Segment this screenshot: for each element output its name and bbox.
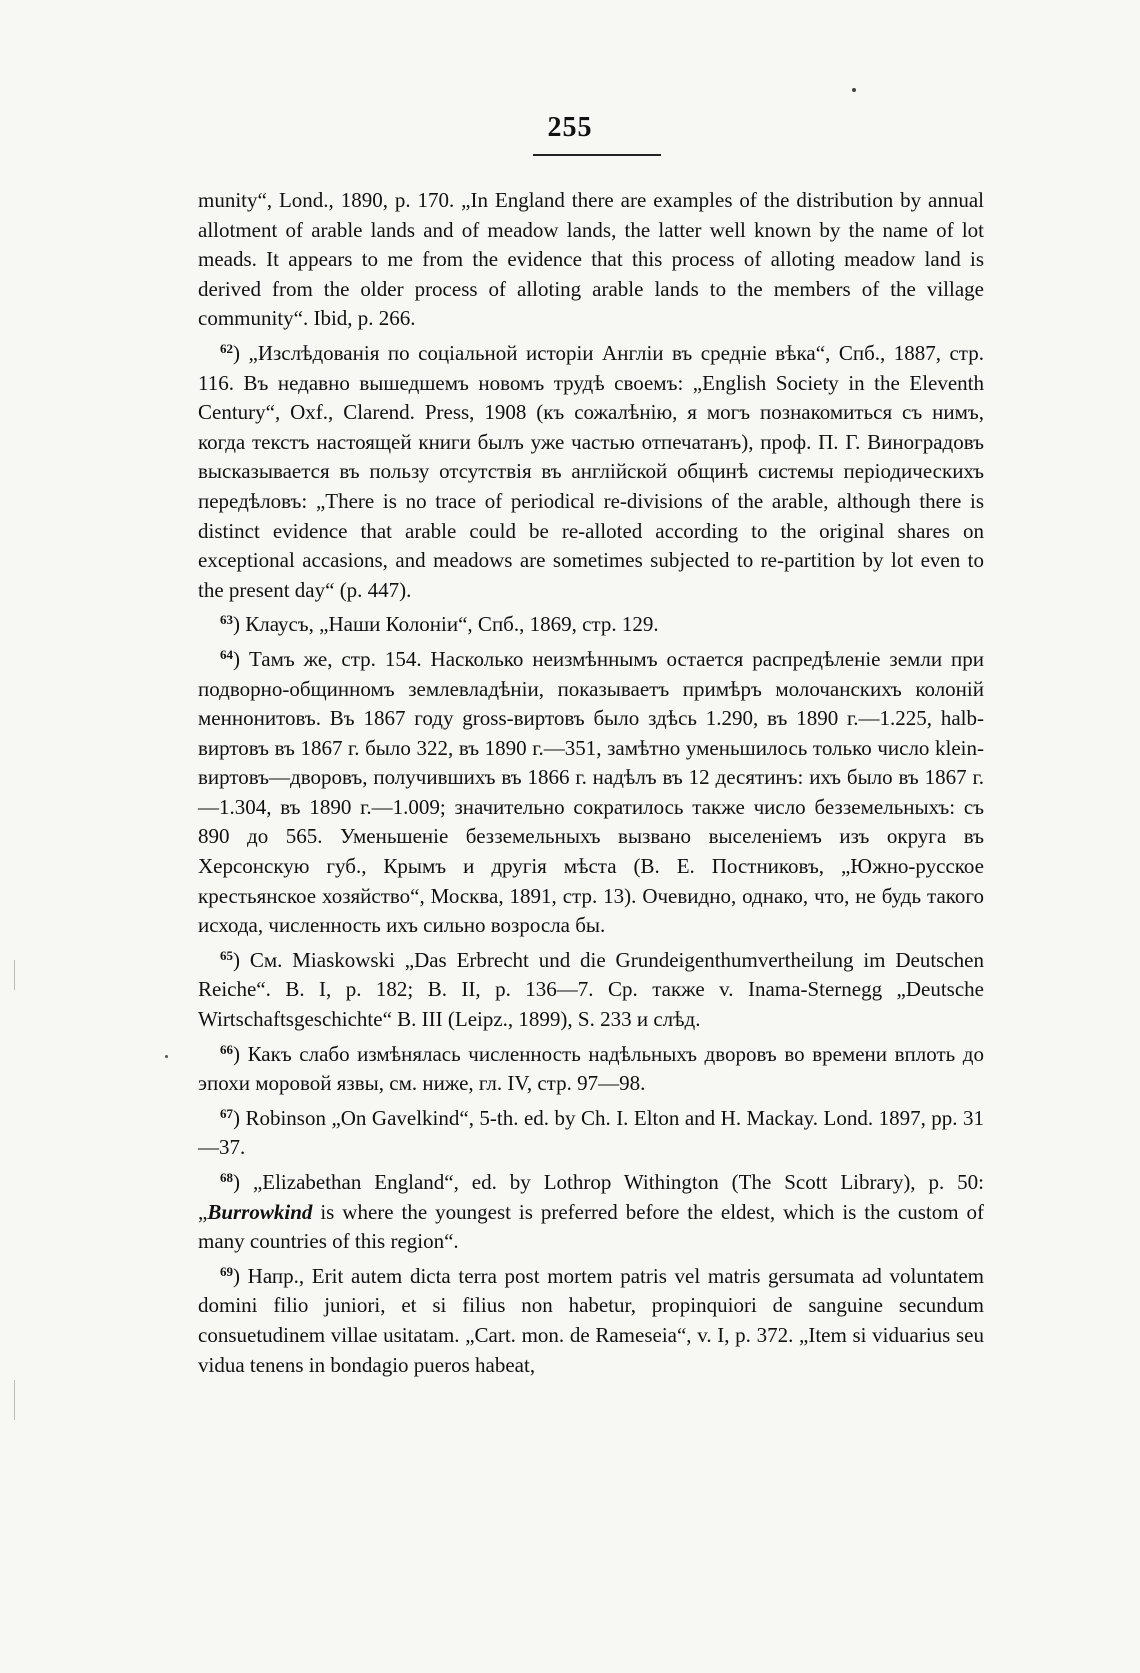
footnote-marker: 67 bbox=[220, 1105, 233, 1121]
paragraph-text: Напр., Erit autem dicta terra post mortem patris vel matris gersumata ad voluntatem domini filio juniori, et si filius non habetur, propinquiori de sanguine secundum consuetudinem villae usitatam. „Cart. mon. de Rameseia“, v. I, p. 372. „Item si viduarius seu vidua tenens in bondagio pueros habeat, bbox=[198, 1263, 984, 1377]
footnote-marker: 62 bbox=[220, 340, 233, 356]
footnote-marker: 64 bbox=[220, 646, 233, 662]
paragraph-text: Какъ слабо измѣнялась численность надѣльныхъ дворовъ во времени вплоть до эпохи моровой язвы, см. ниже, гл. IV, стр. 97—98. bbox=[198, 1041, 984, 1096]
footnote-marker: 63 bbox=[220, 612, 233, 628]
footnote-67: $^{67}$) Robinson „On Gavelkind“, 5-th. ed. by Ch. I. Elton and H. Mackay. Lond. 1897, pp. 31—37. bbox=[198, 1105, 984, 1160]
footnote-marker: 65 bbox=[220, 947, 233, 963]
continued-footnote bbox=[198, 186, 984, 334]
scan-margin-mark bbox=[14, 960, 15, 990]
paragraph-text: munity“, Lond., 1890, p. 170. „In England there are examples of the distribution by annual allotment of arable lands and of meadow lands, the latter well known by the name of lot meads. It appears to me from the evidence that this process of alloting meadow land is derived from the older process of alloting arable lands to the members of the village community“. Ibid, p. 266. bbox=[198, 188, 984, 331]
italic-term: Burrowkind bbox=[207, 1199, 313, 1224]
paragraph-text: Тамъ же, стр. 154. Насколько неизмѣннымъ остается распредѣленіе земли при подворно-общинномъ землевладѣніи, показываетъ примѣръ молочанскихъ колоній меннонитовъ. Въ 1867 году gross-виртовъ было здѣсь 1.290, въ 1890 г.—1.225, halb-виртовъ въ 1867 г. было 322, въ 1890 г.—351, замѣтно уменьшилось только число klein-виртовъ—дворовъ, получившихъ въ 1866 г. надѣлъ въ 12 десятинъ: ихъ было въ 1867 г.—1.304, въ 1890 г.—1.009; значительно сократилось также число безземельныхъ: съ 890 до 565. Уменьшеніе безземельныхъ вызвано выселеніемъ изъ округа въ Херсонскую губ., Крымъ и другія мѣста (В. Е. Постниковъ, „Южно-русское крестьянское хозяйство“, Москва, 1891, стр. 13). Очевидно, однако, что, не будь такого исхода, численность ихъ сильно возросла бы. bbox=[198, 646, 984, 938]
paragraph-text: „Изслѣдованія по соціальной исторіи Англіи въ средніе вѣка“, Спб., 1887, стр. 116. Въ недавно вышедшемъ новомъ трудѣ своемъ: „English Society in the Eleventh Century“, Oxf., Clarend. Press, 1908 (къ сожалѣнію, я могъ познакомиться съ нимъ, когда текстъ настоящей книги былъ уже частью отпечатанъ), проф. П. Г. Виноградовъ высказывается въ пользу отсутствія въ англійской общинѣ системы періодическихъ передѣловъ: „There is no trace of periodical re-divisions of the arable, although there is distinct evidence that arable could be re-alloted according to the original shares on exceptional accasions, and meadows are sometimes subjected to re-partition by lot even to the present day“ (p. 447). bbox=[198, 340, 984, 602]
scan-margin-mark bbox=[14, 1380, 15, 1420]
footnote-65: $^{65}$) См. Miaskowski „Das Erbrecht und die Grundeigenthumvertheilung im Deutschen Reiche“. B. I, p. 182; B. II, p. 136—7. Ср. также v. Inama-Sternegg „Deutsche Wirtschaftsgeschichte“ B. III (Leipz., 1899), S. 233 и слѣд. bbox=[198, 947, 984, 1032]
footnote-69: $^{69}$) Напр., Erit autem dicta terra post mortem patris vel matris gersumata ad voluntatem domini filio juniori, et si filius non habetur, propinquiori de sanguine secundum consuetudinem villae usitatam. „Cart. mon. de Rameseia“, v. I, p. 372. „Item si viduarius seu vidua tenens in bondagio pueros habeat, bbox=[198, 1263, 984, 1377]
footnote-marker: 68 bbox=[220, 1170, 233, 1185]
paragraph-text: См. Miaskowski „Das Erbrecht und die Grundeigenthumvertheilung im Deutschen Reiche“. B. I, p. 182; B. II, p. 136—7. Ср. также v. Inama-Sternegg „Deutsche Wirtschaftsgeschichte“ B. III (Leipz., 1899), S. 233 и слѣд. bbox=[198, 947, 984, 1032]
footnotes-block bbox=[198, 186, 984, 1380]
footnote-marker: 69 bbox=[220, 1263, 233, 1279]
scan-speck bbox=[852, 88, 856, 92]
footnote-68: $^{68}$) „Elizabethan England“, ed. by Lothrop Withington (The Scott Library), p. 50: „Burrowkind is where the youngest is preferred before the eldest, which is the custom of many countries of this region“. bbox=[198, 1170, 985, 1254]
page-number-rule bbox=[533, 154, 661, 156]
footnote-64: $^{64}$) Тамъ же, стр. 154. Насколько неизмѣннымъ остается распредѣленіе земли при подворно-общинномъ землевладѣніи, показываетъ примѣръ молочанскихъ колоній меннонитовъ. Въ 1867 году gross-виртовъ было здѣсь 1.290, въ 1890 г.—1.225, halb-виртовъ въ 1867 г. было 322, въ 1890 г.—351, замѣтно уменьшилось только число klein-виртовъ—дворовъ, получившихъ въ 1866 г. надѣлъ въ 12 десятинъ: ихъ было въ 1867 г.—1.304, въ 1890 г.—1.009; значительно сократилось также число безземельныхъ: съ 890 до 565. Уменьшеніе безземельныхъ вызвано выселеніемъ изъ округа въ Херсонскую губ., Крымъ и другія мѣста (В. Е. Постниковъ, „Южно-русское крестьянское хозяйство“, Москва, 1891, стр. 13). Очевидно, однако, что, не будь такого исхода, численность ихъ сильно возросла бы. bbox=[198, 646, 984, 938]
page-number: 255 bbox=[547, 112, 593, 143]
footnote-63: $^{63}$) Клаусъ, „Наши Колоніи“, Спб., 1869, стр. 129. bbox=[220, 612, 659, 637]
paragraph-text: „Elizabethan England“, ed. by Lothrop Withington (The Scott Library), p. 50: „ bbox=[198, 1170, 985, 1224]
footnote-66: $^{66}$) Какъ слабо измѣнялась численность надѣльныхъ дворовъ во времени вплоть до эпохи моровой язвы, см. ниже, гл. IV, стр. 97—98. bbox=[198, 1041, 984, 1096]
paragraph-text: Клаусъ, „Наши Колоніи“, Спб., 1869, стр. 129. bbox=[245, 612, 659, 637]
footnote-62: $^{62}$) „Изслѣдованія по соціальной исторіи Англіи въ средніе вѣка“, Спб., 1887, стр. 116. Въ недавно вышедшемъ новомъ трудѣ своемъ: „English Society in the Eleventh Century“, Oxf., Clarend. Press, 1908 (къ сожалѣнію, я могъ познакомиться съ нимъ, когда текстъ настоящей книги былъ уже частью отпечатанъ), проф. П. Г. Виноградовъ высказывается въ пользу отсутствія въ англійской общинѣ системы періодическихъ передѣловъ: „There is no trace of periodical re-divisions of the arable, although there is distinct evidence that arable could be re-alloted according to the original shares on exceptional accasions, and meadows are sometimes subjected to re-partition by lot even to the present day“ (p. 447). bbox=[198, 340, 984, 602]
footnote-marker: 66 bbox=[220, 1041, 233, 1057]
paragraph-text: is where the youngest is preferred before the eldest, which is the custom of many countries of this region“. bbox=[198, 1199, 984, 1254]
paragraph-text: Robinson „On Gavelkind“, 5-th. ed. by Ch. I. Elton and H. Mackay. Lond. 1897, pp. 31—37. bbox=[198, 1105, 984, 1160]
scan-speck bbox=[165, 1055, 168, 1058]
